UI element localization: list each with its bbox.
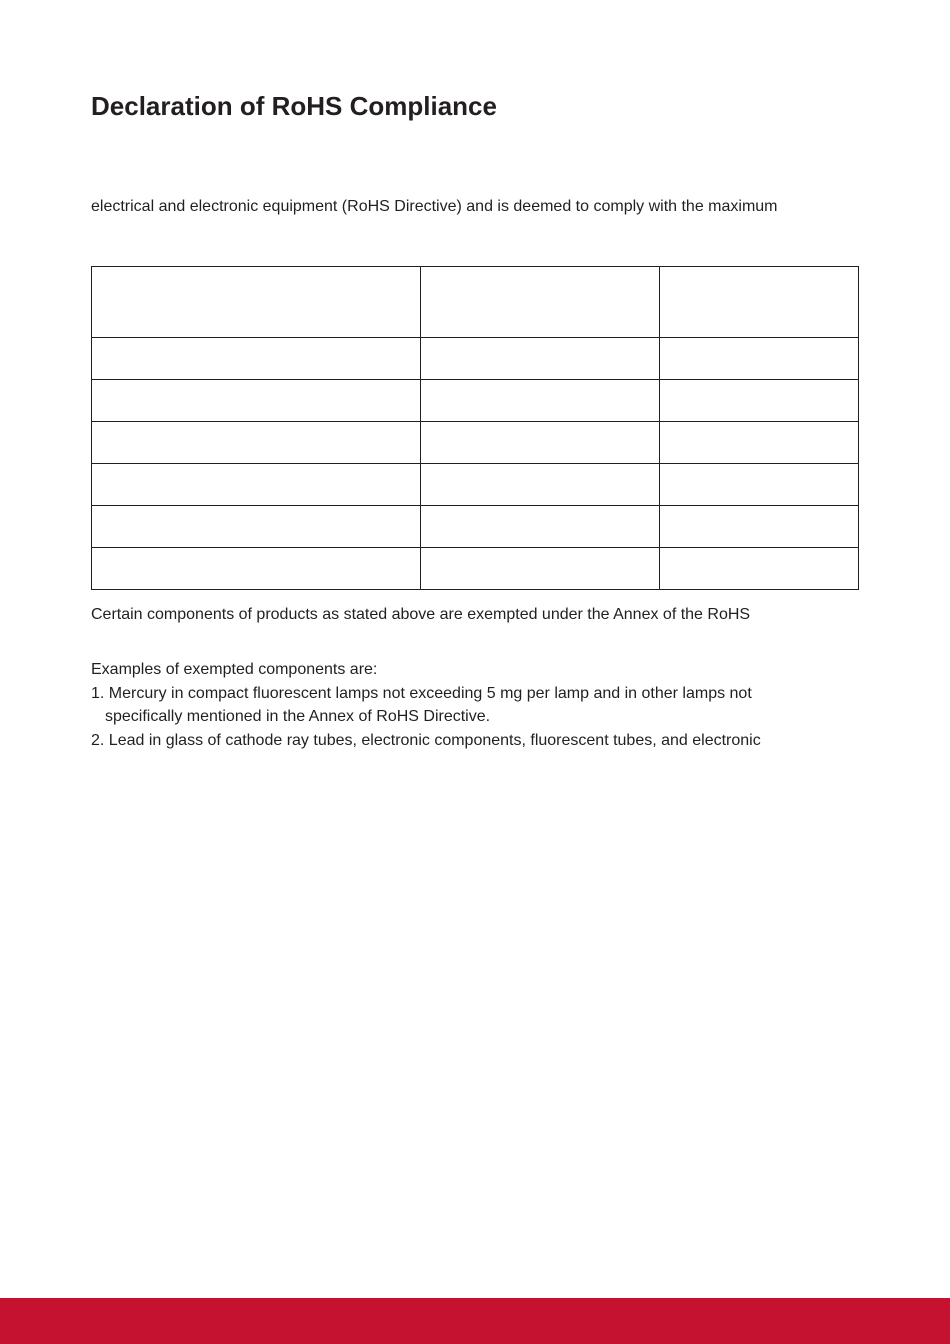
table-cell (92, 548, 421, 590)
table-header-cell (421, 267, 660, 338)
table-row (92, 464, 859, 506)
table-cell (421, 422, 660, 464)
table-cell (421, 506, 660, 548)
example-item-1: 1. Mercury in compact fluorescent lamps not exceeding 5 mg per lamp and in other lamps not (91, 684, 752, 702)
table-cell (660, 506, 859, 548)
table-cell (660, 422, 859, 464)
examples-heading: Examples of exempted components are: (91, 661, 378, 678)
table-header-cell (92, 267, 421, 338)
table-cell (92, 422, 421, 464)
footer-bar (0, 1298, 950, 1344)
table-cell (660, 338, 859, 380)
table-row (92, 548, 859, 590)
table-cell (660, 548, 859, 590)
example-item-1-continuation: specifically mentioned in the Annex of RoHS Directive. (105, 708, 491, 725)
table-header-cell (660, 267, 859, 338)
table-cell (92, 380, 421, 422)
page-title: Declaration of RoHS Compliance (91, 91, 497, 121)
table-cell (92, 338, 421, 380)
table-row (92, 506, 859, 548)
table-cell (421, 338, 660, 380)
table-cell (421, 548, 660, 590)
substance-limits-table (91, 266, 859, 590)
table-cell (421, 464, 660, 506)
table-cell (660, 464, 859, 506)
table-cell (92, 506, 421, 548)
table-row (92, 422, 859, 464)
table-row (92, 338, 859, 380)
table-cell (92, 464, 421, 506)
table-cell (660, 380, 859, 422)
table-cell (421, 380, 660, 422)
table-row (92, 380, 859, 422)
table-header-row (92, 267, 859, 338)
exempted-examples-list (91, 658, 761, 752)
example-item-2: 2. Lead in glass of cathode ray tubes, electronic components, fluorescent tubes, and electronic (91, 731, 761, 749)
exemption-note: Certain components of products as stated above are exempted under the Annex of the RoHS (91, 606, 751, 623)
intro-paragraph: electrical and electronic equipment (RoHS Directive) and is deemed to comply with the maximum (91, 198, 778, 215)
